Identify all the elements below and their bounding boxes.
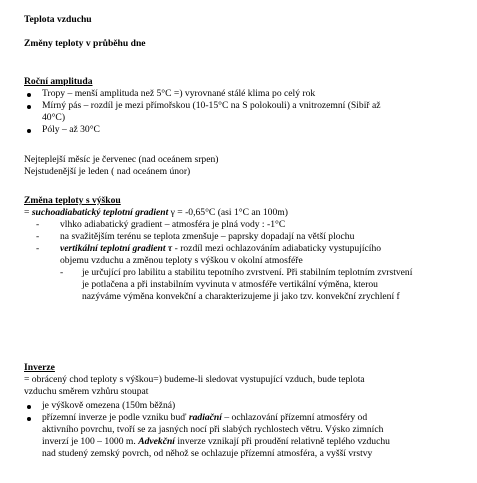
list-item [24,412,463,424]
note-coldest-month: Nejstudenější je leden ( nad oceánem únor) [24,166,191,177]
list-item-text: 40°C) [42,112,66,123]
radiation-term: radiační [188,412,222,423]
definition-term: suchoadiabatický teplotní gradient [31,207,169,218]
document-title: Teplota vzduchu [24,14,92,25]
list-item-continuation [24,279,463,291]
list-item-text: nad studený zemský povrch, od něhož se ochlazuje přízemní atmosféra, a vyšší vrstvy [42,448,373,459]
bullet-icon [27,417,31,421]
inversion-intro-line: vzduchu směrem vzhůru stoupat [24,386,149,397]
gradient-sublist [24,219,463,303]
list-item-text: objemu vzduchu a změnou teploty s výškou v okolní atmosféře [60,255,303,266]
annual-amplitude-list [24,88,463,136]
vertical-gradient-term: vertikální teplotní gradient τ [60,243,173,254]
advection-term: Advekční [138,436,175,447]
list-item [24,400,463,412]
inversion-intro-line: = obrácený chod teploty s výškou=) budeme-li sledovat vystupující vzduch, bude teplota [24,374,365,385]
list-item-continuation [24,112,463,124]
heading-inversion: Inverze [24,362,55,373]
list-item-text: aktivního povrchu, tvoří se za jasných nocí při slabých rychlostech větru. Výsko zimních [42,424,384,435]
list-item-text: je potlačena a při instabilním vyvinuta v atmosféře vertikální výměna, kterou [82,279,378,290]
list-item: - vertikální teplotní gradient τ - rozdíl mezi ochlazováním adiabaticky vystupujícího [36,243,382,254]
list-item-text: Tropy – menší amplituda než 5°C =) vyrovnané stálé klima po celý rok [42,88,316,99]
definition-prefix: = [24,207,32,218]
list-item-text [60,243,381,255]
definition-rest: γ = -0,65°C (asi 1°C an 100m) [168,207,288,218]
list-item [24,88,463,100]
list-item-continuation [24,448,463,460]
heading-height-change: Změna teploty s výškou [24,195,121,206]
heading-annual-amplitude: Roční amplituda [24,76,93,87]
list-item-continuation [24,255,463,267]
bullet-icon [27,93,31,97]
list-item: - na svažitějším terénu se teplota zmenšuje – paprsky dopadají na větší plochu [36,231,355,242]
list-item-text [42,412,367,424]
gradient-definition [24,207,463,219]
list-item-text: Mírný pás – rozdíl je mezi přímořskou (10-15°C na S polokouli) a vnitrozemní (Sibiř až [42,100,381,111]
list-item-continuation [24,291,463,303]
list-item-text: je výškově omezena (150m běžná) [42,400,176,411]
list-item-continuation [24,424,463,436]
text-segment: inverze vznikají při proudění relativně teplého vzduchu [174,436,390,447]
note-warmest-month: Nejteplejší měsíc je červenec (nad oceánem srpen) [24,154,219,165]
list-item-text: Póly – až 30°C [42,124,100,135]
text-segment: přízemní inverze je podle vzniku buď [42,412,189,423]
list-item-text: je určující pro labilitu a stabilitu tepotního zvrstvení. Při stabilním teplotním zvrstvení [82,267,413,278]
vertical-gradient-rest: - rozdíl mezi ochlazováním adiabaticky vystupujícího [172,243,382,254]
bullet-icon [27,405,31,409]
list-item [24,124,463,136]
list-item: - vlhko adiabatický gradient – atmosféra je plná vody : -1°C [36,219,286,230]
list-item-text: nazýváme výměna konvekční a charakterizujeme ji jako tzv. konvekční zrychlení f [82,291,400,302]
text-segment: inverzí je 100 – 1000 m. [42,436,139,447]
list-item [24,100,463,112]
bullet-icon [27,129,31,133]
inversion-list [24,400,463,460]
section-title-daily-change: Změny teploty v průběhu dne [24,38,146,49]
list-item-text: vlhko adiabatický gradient – atmosféra je plná vody : -1°C [60,219,286,230]
list-item-text [42,436,390,448]
list-item: - je určující pro labilitu a stabilitu tepotního zvrstvení. Při stabilním teplotním zvrstvení [60,267,413,278]
bullet-icon [27,105,31,109]
list-item-continuation [24,436,463,448]
text-segment: – ochlazování přízemní atmosféry od [221,412,368,423]
list-item-text: na svažitějším terénu se teplota zmenšuje – paprsky dopadají na větší plochu [60,231,355,242]
